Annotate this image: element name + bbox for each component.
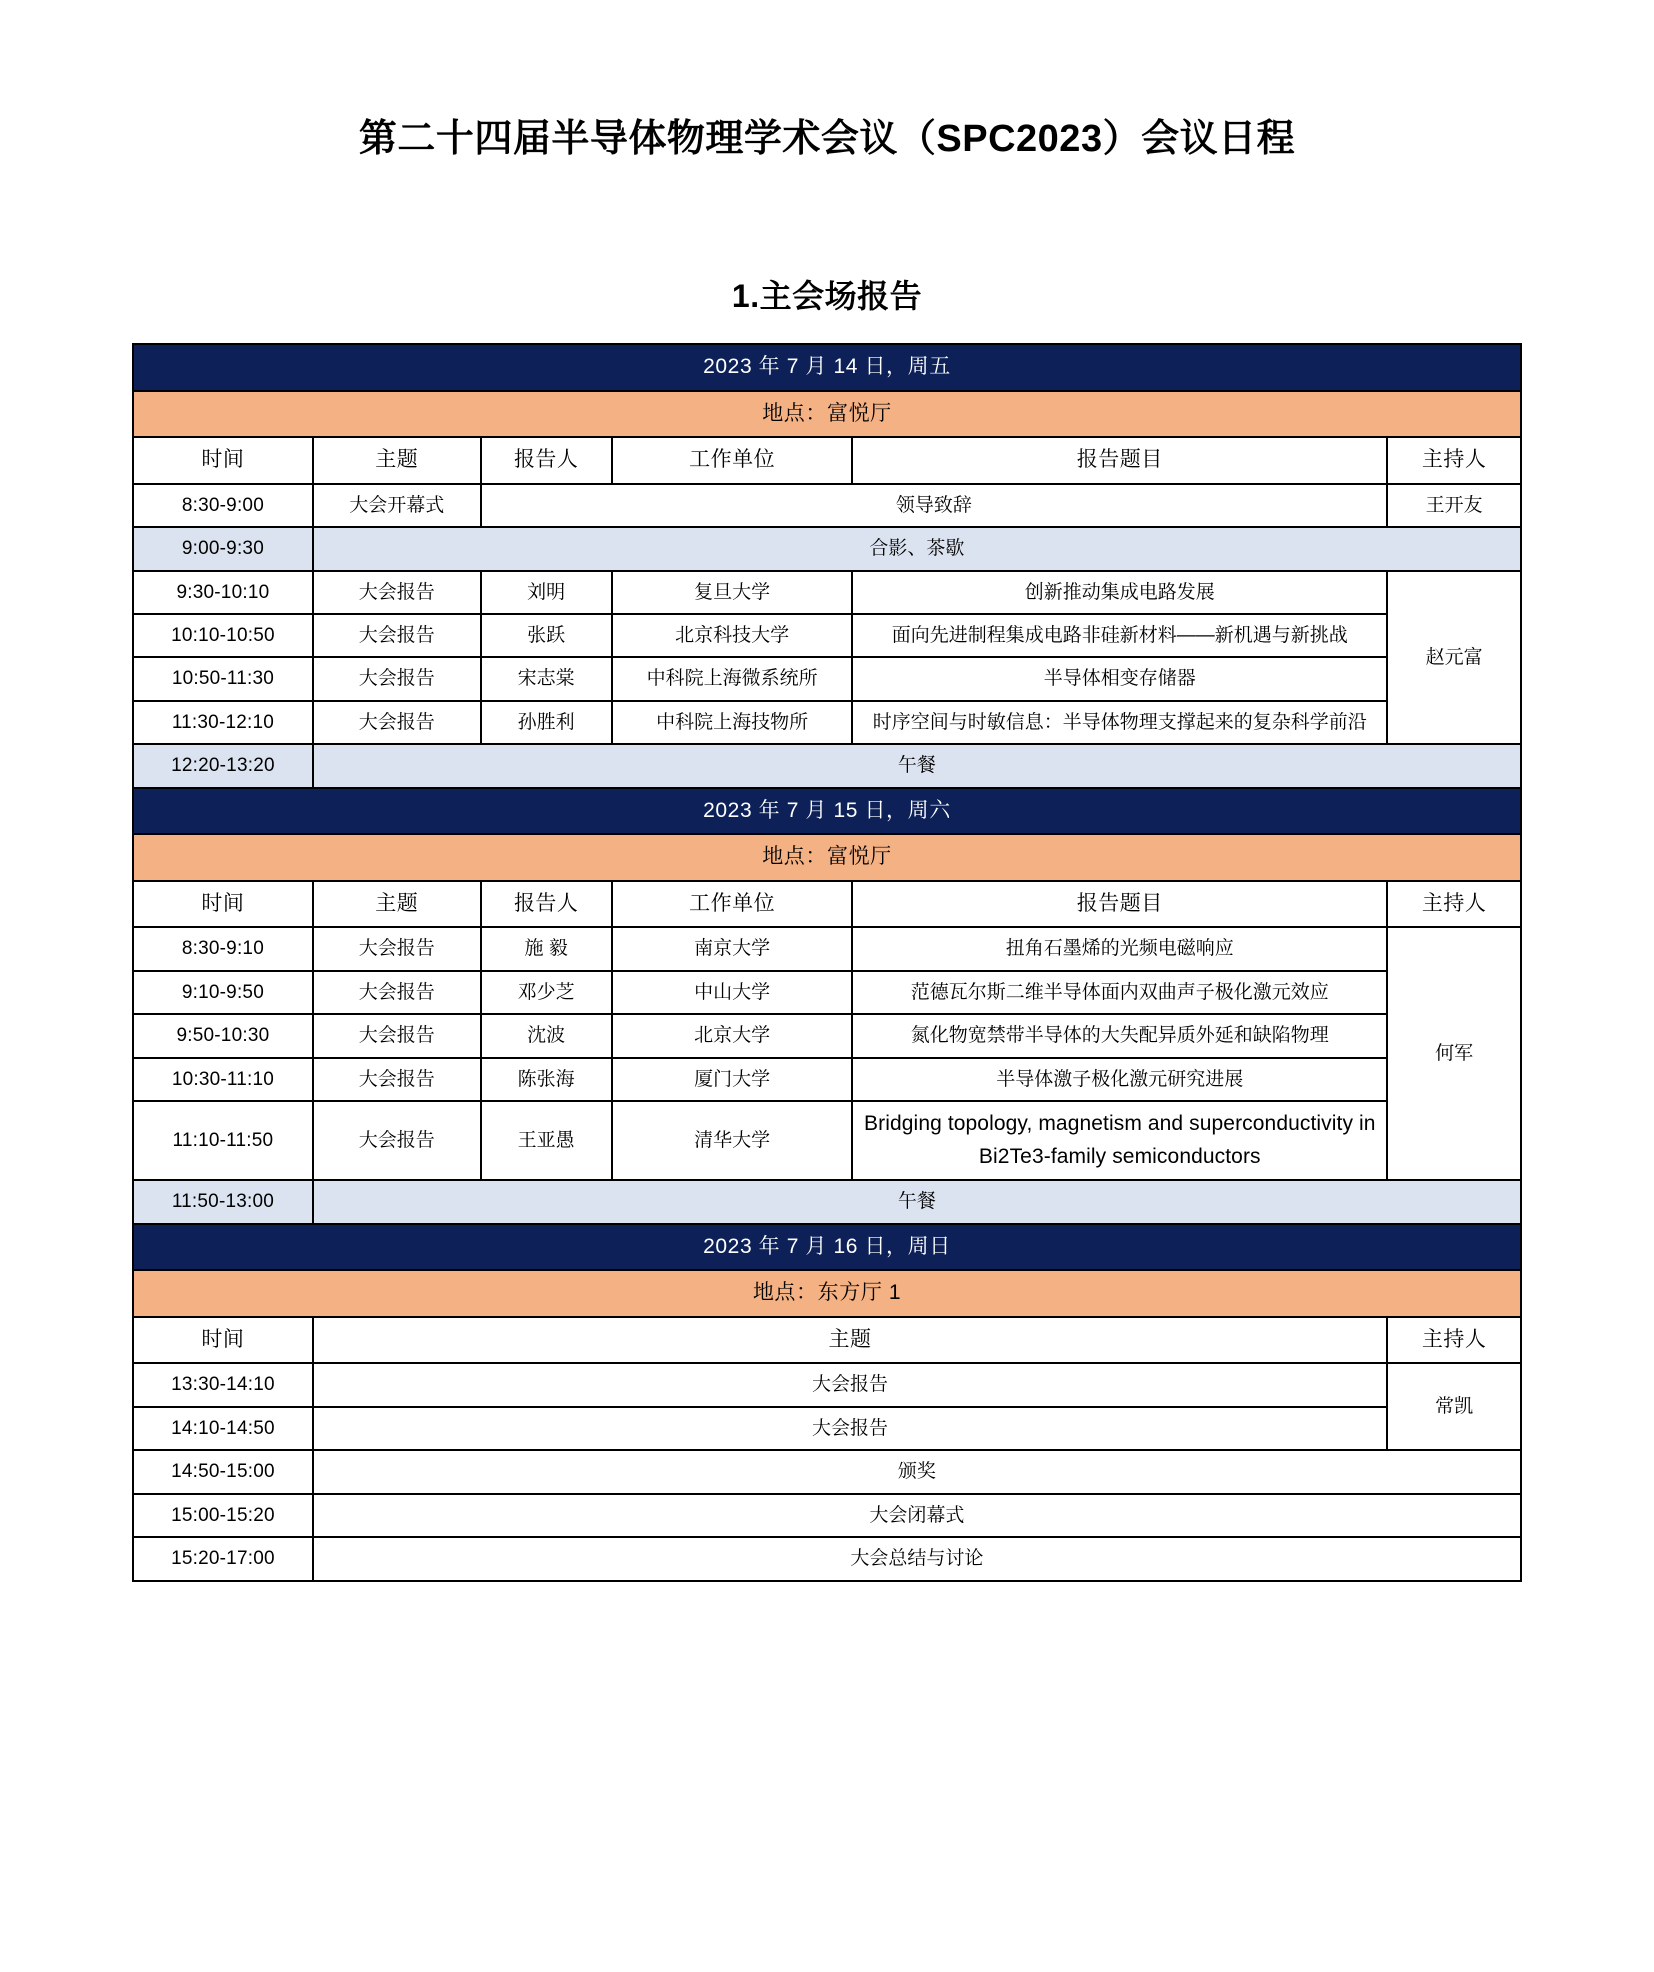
cell-org: 北京大学 [612,1014,853,1057]
column-header-topic: 主题 [313,1317,1387,1364]
table-row [133,971,1521,1014]
column-header-org: 工作单位 [612,881,853,928]
column-header-speaker: 报告人 [481,437,612,484]
column-header-topic: 主题 [313,437,481,484]
venue-row [133,391,1521,438]
column-header-time: 时间 [133,1317,313,1364]
cell-speaker: 邓少芝 [481,971,612,1014]
column-header-row [133,881,1521,928]
cell-talk-title: 氮化物宽禁带半导体的大失配异质外延和缺陷物理 [852,1014,1387,1057]
column-header-time: 时间 [133,881,313,928]
venue-row [133,1270,1521,1317]
venue-label: 地点：富悦厅 [133,834,1521,881]
table-row [133,1363,1521,1406]
schedule-table-container [0,343,1654,1581]
break-row [133,1180,1521,1223]
break-row [133,744,1521,787]
cell-speaker: 张跃 [481,614,612,657]
table-row [133,657,1521,700]
day-header-row [133,788,1521,835]
column-header-chair: 主持人 [1387,437,1521,484]
cell-topic: 大会开幕式 [313,484,481,527]
cell-time: 13:30-14:10 [133,1363,313,1406]
cell-talk-title: 创新推动集成电路发展 [852,571,1387,614]
cell-time: 14:50-15:00 [133,1450,313,1493]
cell-talk-title: 扭角石墨烯的光频电磁响应 [852,927,1387,970]
cell-speaker: 刘明 [481,571,612,614]
cell-topic: 大会报告 [313,614,481,657]
cell-time: 8:30-9:10 [133,927,313,970]
cell-talk-title: 面向先进制程集成电路非硅新材料——新机遇与新挑战 [852,614,1387,657]
cell-org: 南京大学 [612,927,853,970]
cell-time: 12:20-13:20 [133,744,313,787]
table-row [133,1101,1521,1180]
day-header-row [133,344,1521,391]
venue-label: 地点：东方厅 1 [133,1270,1521,1317]
cell-session-chair: 常凯 [1387,1363,1521,1450]
table-row [133,701,1521,744]
cell-org: 清华大学 [612,1101,853,1180]
cell-time: 14:10-14:50 [133,1407,313,1450]
cell-topic: 大会报告 [313,701,481,744]
table-row [133,571,1521,614]
table-row [133,614,1521,657]
cell-span-text: 午餐 [313,744,1521,787]
cell-span-text: 大会报告 [313,1363,1387,1406]
day-header-row [133,1224,1521,1271]
column-header-row [133,1317,1521,1364]
cell-talk-title: Bridging topology, magnetism and superconductivity in Bi2Te3-family semiconductors [852,1101,1387,1180]
cell-chair: 王开友 [1387,484,1521,527]
conference-schedule-table [132,343,1522,1581]
document-page [0,25,1654,1972]
table-row [133,1407,1521,1450]
cell-time: 15:20-17:00 [133,1537,313,1580]
day-date-label: 2023 年 7 月 14 日，周五 [133,344,1521,391]
column-header-chair: 主持人 [1387,1317,1521,1364]
column-header-chair: 主持人 [1387,881,1521,928]
cell-speaker: 陈张海 [481,1058,612,1101]
column-header-speaker: 报告人 [481,881,612,928]
cell-talk-title: 范德瓦尔斯二维半导体面内双曲声子极化激元效应 [852,971,1387,1014]
day-date-label: 2023 年 7 月 16 日，周日 [133,1224,1521,1271]
cell-org: 中科院上海技物所 [612,701,853,744]
break-row [133,527,1521,570]
column-header-talk-title: 报告题目 [852,437,1387,484]
cell-topic: 大会报告 [313,927,481,970]
cell-speaker: 施 毅 [481,927,612,970]
cell-org: 厦门大学 [612,1058,853,1101]
day-date-label: 2023 年 7 月 15 日，周六 [133,788,1521,835]
table-row [133,1058,1521,1101]
venue-label: 地点：富悦厅 [133,391,1521,438]
cell-time: 8:30-9:00 [133,484,313,527]
cell-speaker: 沈波 [481,1014,612,1057]
cell-time: 11:50-13:00 [133,1180,313,1223]
cell-time: 10:10-10:50 [133,614,313,657]
cell-topic: 大会报告 [313,1058,481,1101]
cell-speaker: 孙胜利 [481,701,612,744]
cell-talk-title: 半导体激子极化激元研究进展 [852,1058,1387,1101]
cell-talk-title: 半导体相变存储器 [852,657,1387,700]
cell-speaker: 宋志棠 [481,657,612,700]
cell-time: 9:10-9:50 [133,971,313,1014]
cell-topic: 大会报告 [313,1101,481,1180]
column-header-talk-title: 报告题目 [852,881,1387,928]
cell-span-text: 大会闭幕式 [313,1494,1521,1537]
cell-time: 9:50-10:30 [133,1014,313,1057]
cell-time: 11:30-12:10 [133,701,313,744]
section-title: 1.主会场报告 [731,278,923,315]
cell-span-text: 合影、茶歇 [313,527,1521,570]
cell-time: 15:00-15:20 [133,1494,313,1537]
cell-time: 11:10-11:50 [133,1101,313,1180]
cell-span-text: 大会报告 [313,1407,1387,1450]
column-header-topic: 主题 [313,881,481,928]
cell-topic: 大会报告 [313,571,481,614]
table-row [133,1494,1521,1537]
cell-talk-title: 时序空间与时敏信息：半导体物理支撑起来的复杂科学前沿 [852,701,1387,744]
table-row [133,1014,1521,1057]
cell-time: 9:30-10:10 [133,571,313,614]
table-row [133,484,1521,527]
table-row [133,1450,1521,1493]
cell-topic: 大会报告 [313,1014,481,1057]
venue-row [133,834,1521,881]
cell-topic: 大会报告 [313,971,481,1014]
cell-span-text: 颁奖 [313,1450,1521,1493]
cell-time: 9:00-9:30 [133,527,313,570]
cell-session-chair: 赵元富 [1387,571,1521,745]
cell-org: 中科院上海微系统所 [612,657,853,700]
page-title: 第二十四届半导体物理学术会议（SPC2023）会议日程 [358,118,1296,161]
cell-time: 10:50-11:30 [133,657,313,700]
cell-span-text: 大会总结与讨论 [313,1537,1521,1580]
cell-org: 中山大学 [612,971,853,1014]
cell-span-text: 领导致辞 [481,484,1388,527]
cell-org: 复旦大学 [612,571,853,614]
column-header-org: 工作单位 [612,437,853,484]
cell-span-text: 午餐 [313,1180,1521,1223]
cell-org: 北京科技大学 [612,614,853,657]
table-row [133,927,1521,970]
column-header-time: 时间 [133,437,313,484]
cell-session-chair: 何军 [1387,927,1521,1180]
cell-time: 10:30-11:10 [133,1058,313,1101]
column-header-row [133,437,1521,484]
cell-speaker: 王亚愚 [481,1101,612,1180]
cell-topic: 大会报告 [313,657,481,700]
table-row [133,1537,1521,1580]
